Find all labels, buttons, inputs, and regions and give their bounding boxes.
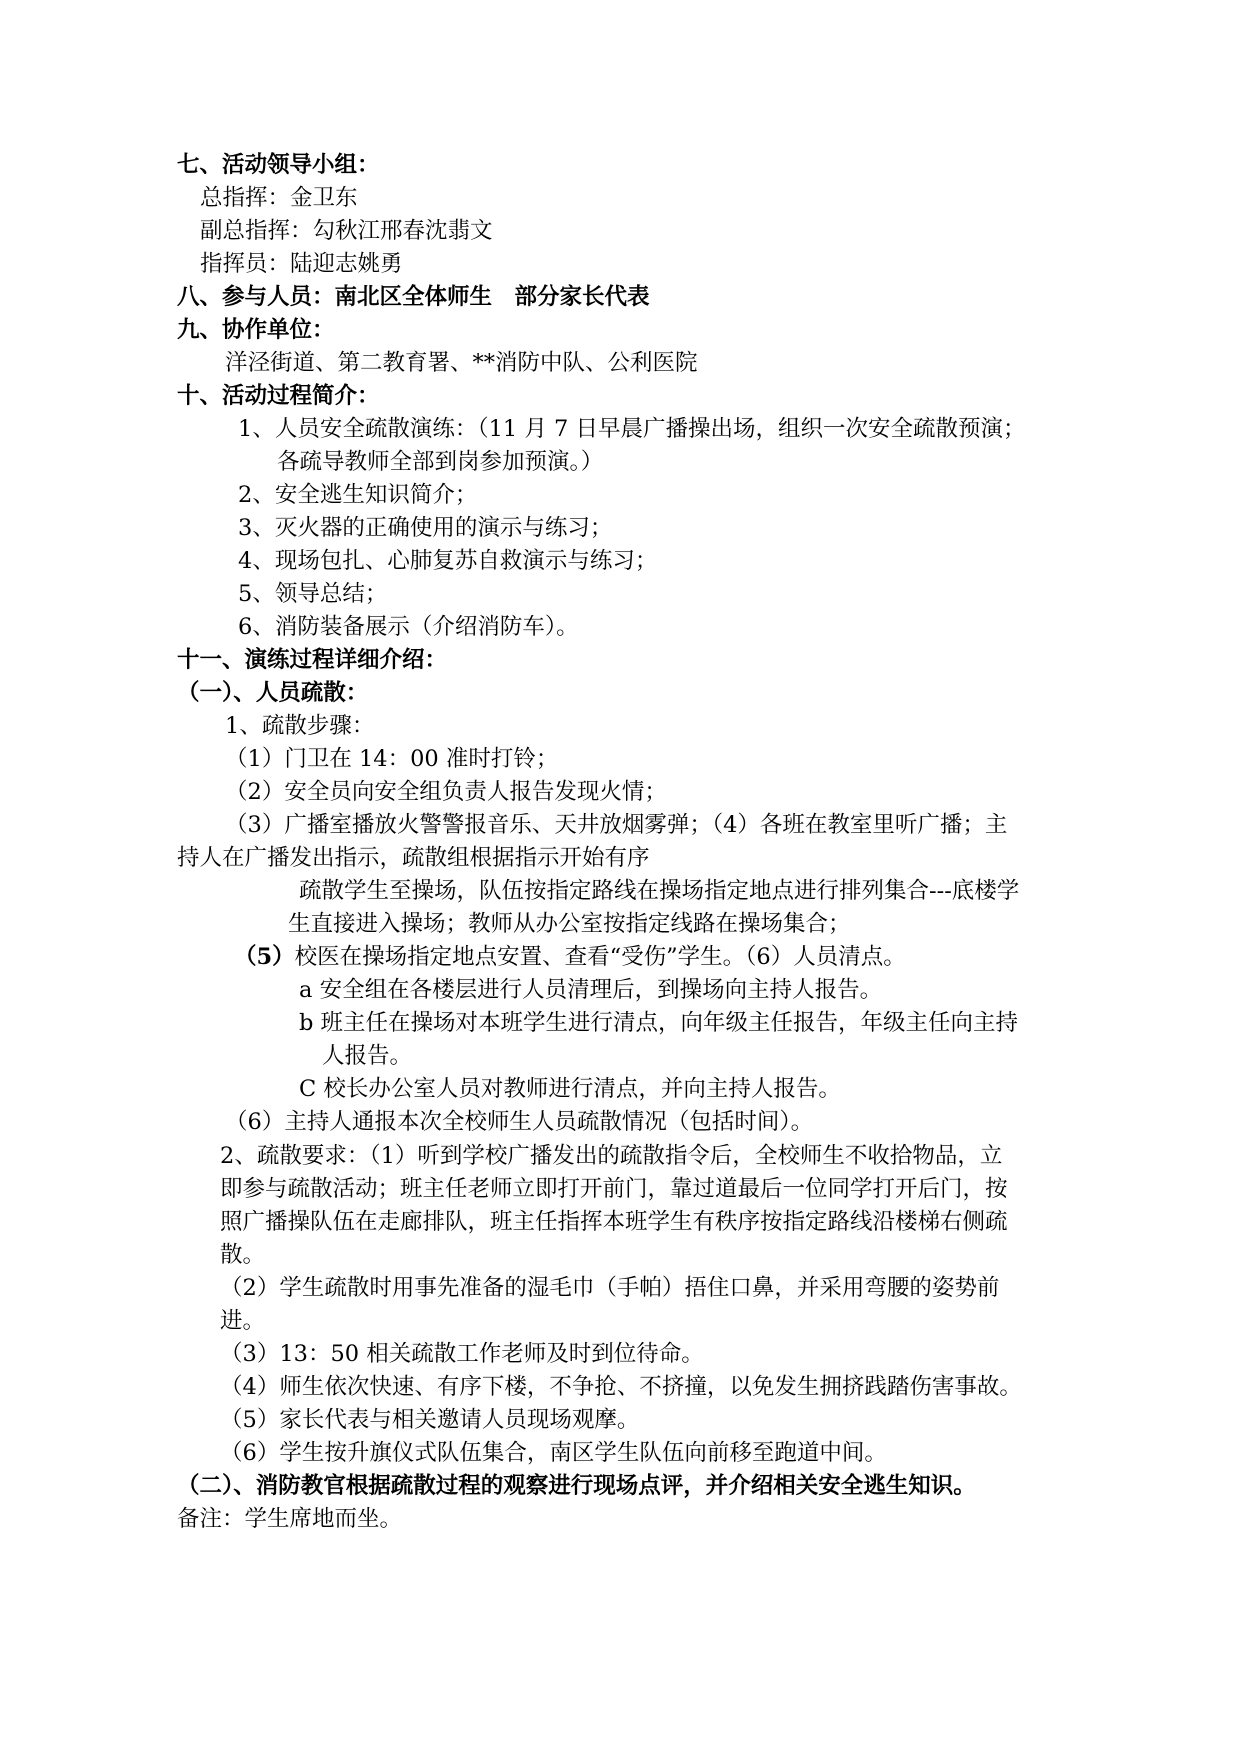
step-3-4: （3）广播室播放火警警报音乐、天井放烟雾弹；（4）各班在教室里听广播；主	[225, 812, 1008, 838]
section-10-heading: 十、活动过程简介：	[177, 383, 380, 409]
evacuation-steps-title: 1、疏散步骤：	[225, 713, 375, 739]
process-item-6: 6、消防装备展示（介绍消防车）。	[238, 614, 579, 640]
section-11-heading: 十一、演练过程详细介绍：	[177, 647, 448, 673]
step-5-label: （5）	[234, 944, 295, 970]
requirement-5: （5）家长代表与相关邀请人员现场观摩。	[220, 1407, 640, 1433]
step-3-4-cont-2: 疏散学生至操场，队伍按指定路线在操场指定地点进行排列集合---底楼学	[299, 878, 1020, 904]
commander-line: 指挥员：陆迎志姚勇	[200, 251, 403, 277]
headcount-b-cont: 人报告。	[322, 1043, 413, 1069]
requirement-4: （4）师生依次快速、有序下楼，不争抢、不挤撞，以免发生拥挤践踏伤害事故。	[220, 1374, 1022, 1400]
process-item-1-cont: 各疏导教师全部到岗参加预演。）	[277, 449, 604, 475]
remark-line: 备注：学生席地而坐。	[177, 1506, 403, 1532]
step-5-6	[234, 942, 906, 972]
requirement-1-cont-3: 散。	[220, 1242, 266, 1268]
requirement-1	[220, 1141, 1002, 1171]
process-item-5: 5、领导总结；	[238, 581, 388, 607]
headcount-b: b 班主任在操场对本班学生进行清点，向年级主任报告，年级主任向主持	[299, 1010, 1019, 1036]
deputy-commander-line: 副总指挥：勾秋江邢春沈翡文	[200, 218, 493, 244]
step-1: （1）门卫在 14：00 准时打铃；	[225, 746, 559, 772]
requirements-title: 2、疏散要求：	[220, 1143, 370, 1169]
process-item-1: 1、人员安全疏散演练：（11 月 7 日早晨广播操出场，组织一次安全疏散预演；	[238, 416, 1026, 442]
requirement-3: （3）13：50 相关疏散工作老师及时到位待命。	[220, 1341, 704, 1367]
section-7-heading: 七、活动领导小组：	[177, 152, 380, 178]
step-5-text: 校医在操场指定地点安置、查看“受伤”学生。（6）人员清点。	[294, 944, 906, 970]
process-item-2: 2、安全逃生知识简介；	[238, 482, 478, 508]
requirement-1-cont-1: 即参与疏散活动；班主任老师立即打开前门，靠过道最后一位同学打开后门，按	[220, 1176, 1008, 1202]
subsection-2-heading: （二）、消防教官根据疏散过程的观察进行现场点评，并介绍相关安全逃生知识。	[177, 1473, 976, 1499]
step-2: （2）安全员向安全组负责人报告发现火情；	[225, 779, 667, 805]
chief-commander-line: 总指挥：金卫东	[200, 185, 358, 211]
subsection-1-heading: （一）、人员疏散：	[177, 680, 369, 706]
requirement-1-text: （1）听到学校广播发出的疏散指令后，全校师生不收拾物品，立	[369, 1143, 1003, 1169]
section-9-heading: 九、协作单位：	[177, 317, 335, 343]
requirement-2-cont: 进。	[220, 1308, 266, 1334]
headcount-c: C 校长办公室人员对教师进行清点，并向主持人报告。	[299, 1076, 841, 1102]
step-3-4-cont: 持人在广播发出指示，疏散组根据指示开始有序	[177, 845, 650, 871]
step-6-report: （6）主持人通报本次全校师生人员疏散情况（包括时间）。	[225, 1109, 814, 1135]
requirement-1-cont-2: 照广播操队伍在走廊排队，班主任指挥本班学生有秩序按指定路线沿楼梯右侧疏	[220, 1209, 1008, 1235]
partner-units-line: 洋泾街道、第二教育署、**消防中队、公利医院	[225, 350, 698, 376]
process-item-3: 3、灭火器的正确使用的演示与练习；	[238, 515, 613, 541]
step-3-4-cont-3: 生直接进入操场；教师从办公室按指定线路在操场集合；	[288, 911, 851, 937]
headcount-a: a 安全组在各楼层进行人员清理后，到操场向主持人报告。	[299, 977, 883, 1003]
section-8-heading: 八、参与人员：南北区全体师生 部分家长代表	[177, 284, 650, 310]
requirement-2: （2）学生疏散时用事先准备的湿毛巾（手帕）捂住口鼻，并采用弯腰的姿势前	[220, 1275, 1000, 1301]
process-item-4: 4、现场包扎、心肺复苏自救演示与练习；	[238, 548, 658, 574]
requirement-6: （6）学生按升旗仪式队伍集合，南区学生队伍向前移至跑道中间。	[220, 1440, 887, 1466]
